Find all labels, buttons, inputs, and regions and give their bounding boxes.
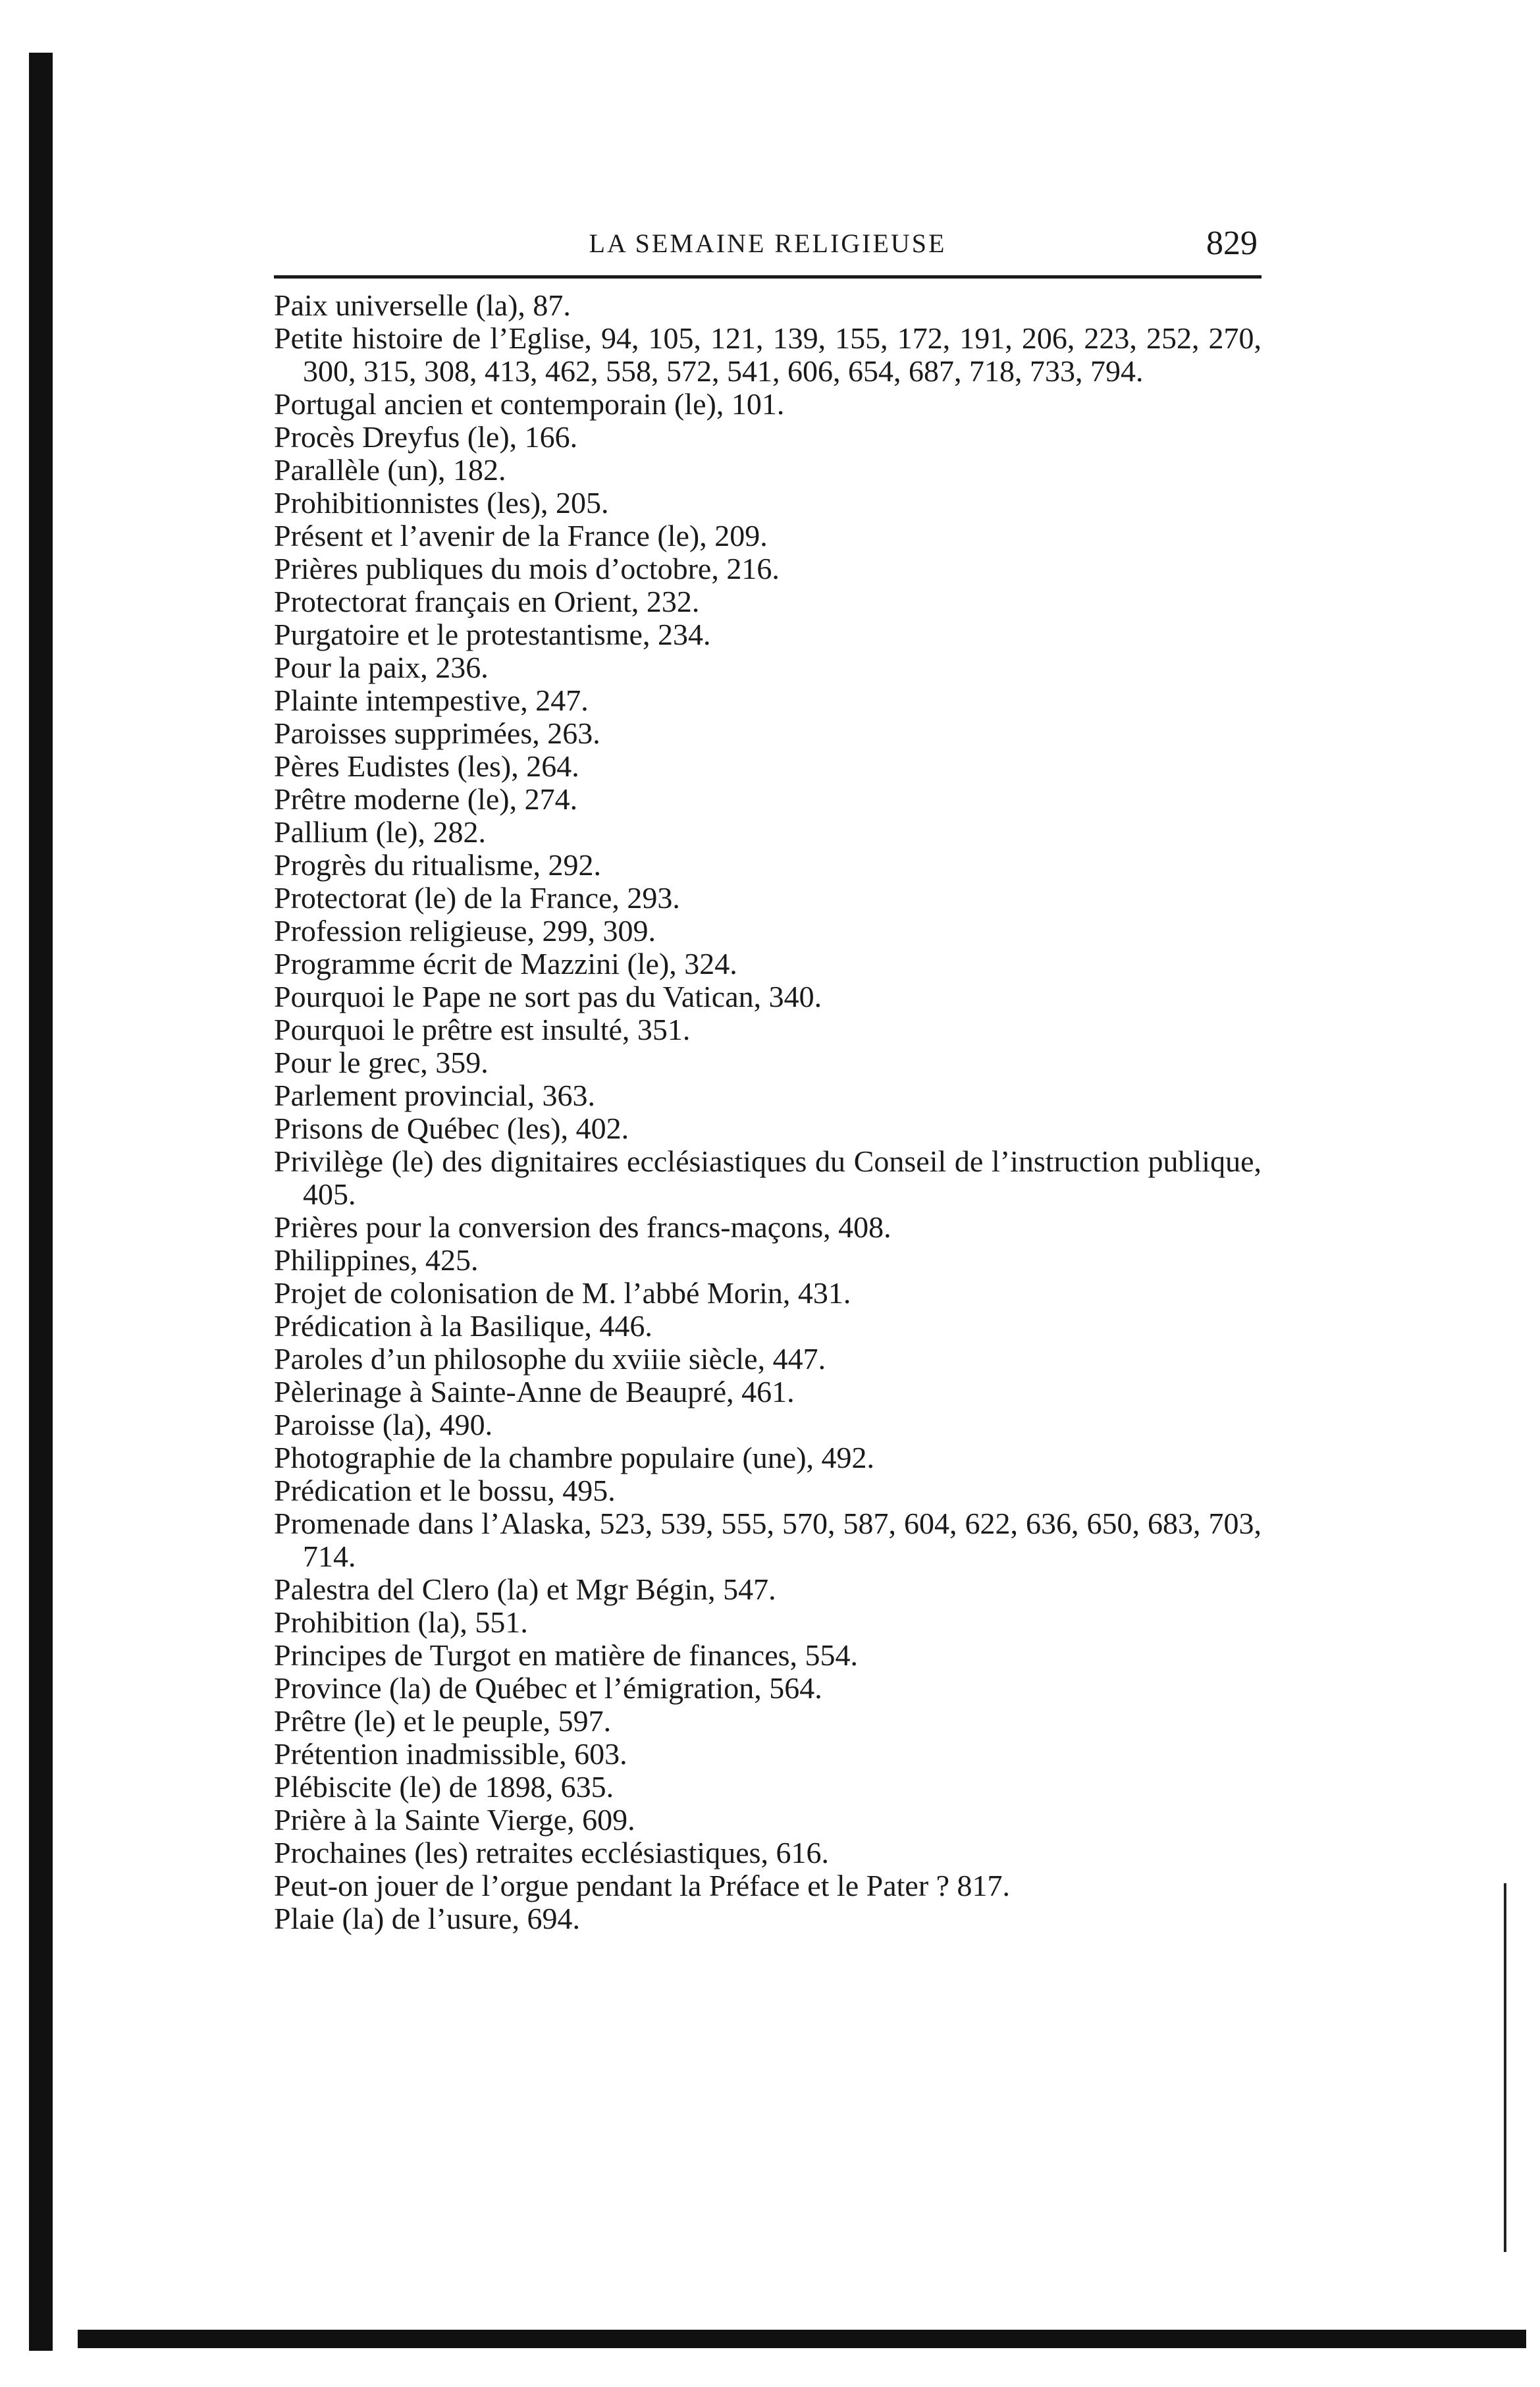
index-entry: Province (la) de Québec et l’émigration, 564. [274,1671,822,1705]
index-entry: Plébiscite (le) de 1898, 635. [274,1770,614,1804]
index-entry: Pèlerinage à Sainte-Anne de Beaupré, 461. [274,1375,795,1408]
index-entry: Protectorat (le) de la France, 293. [274,881,680,915]
index-entry: Paroisse (la), 490. [274,1408,493,1441]
index-entry: Principes de Turgot en matière de finances, 554. [274,1638,859,1672]
index-entry: Prohibitionnistes (les), 205. [274,486,609,520]
index-entry: Prêtre (le) et le peuple, 597. [274,1704,612,1738]
index-entry: Procès Dreyfus (le), 166. [274,420,578,454]
index-entry: Portugal ancien et contemporain (le), 101. [274,387,785,421]
index-entry: Prisons de Québec (les), 402. [274,1112,629,1145]
index-entry: Prohibition (la), 551. [274,1605,528,1639]
index-entry: Pallium (le), 282. [274,815,486,849]
index-entry: Profession religieuse, 299, 309. [274,914,656,948]
index-entry: Paroles d’un philosophe du xviiie siècle, 447. [274,1342,826,1376]
index-entry: Présent et l’avenir de la France (le), 209. [274,519,768,552]
index-entry: Pour le grec, 359. [274,1046,489,1079]
index-entry: Parallèle (un), 182. [274,453,506,487]
index-entry: Prière à la Sainte Vierge, 609. [274,1803,635,1837]
index-entry: Pourquoi le Pape ne sort pas du Vatican, 340. [274,980,822,1013]
index-entry: Purgatoire et le protestantisme, 234. [274,618,711,651]
index-entry: Prières publiques du mois d’octobre, 216. [274,552,780,585]
index-entry: Projet de colonisation de M. l’abbé Morin, 431. [274,1276,851,1310]
book-page [274,224,1261,1935]
scan-right-mark [1504,1883,1506,2252]
index-entry: Pères Eudistes (les), 264. [274,749,579,783]
index-entry: Prétention inadmissible, 603. [274,1737,627,1771]
index-entry: Prières pour la conversion des francs-maçons, 408. [274,1210,891,1244]
index-entry: Prédication à la Basilique, 446. [274,1309,652,1343]
index-entry: Progrès du ritualisme, 292. [274,848,601,882]
index-entry: Philippines, 425. [274,1243,479,1277]
scan-binding-edge [29,53,53,2351]
index-entry: Parlement provincial, 363. [274,1079,595,1112]
scan-bottom-edge [78,2330,1526,2348]
index-entry: Promenade dans l’Alaska, 523, 539, 555, 570, 587, 604, 622, 636, 650, 683, 703, 714. [274,1507,1261,1573]
index-entry: Prédication et le bossu, 495. [274,1474,616,1507]
running-title: LA SEMAINE RELIGIEUSE [589,228,947,258]
page-number: 829 [1206,225,1258,262]
index-entry: Petite histoire de l’Eglise, 94, 105, 121, 139, 155, 172, 191, 206, 223, 252, 270, 300, 315, 308, 413, 462, 558, 572, 541, 606, 654, 687, 718, 733, 794. [274,321,1261,388]
index-entry: Paix universelle (la), 87. [274,288,571,322]
index-entry: Prêtre moderne (le), 274. [274,782,578,816]
index-entry: Plaie (la) de l’usure, 694. [274,1902,580,1935]
index-entry: Plainte intempestive, 247. [274,684,589,717]
index-entry: Protectorat français en Orient, 232. [274,585,700,618]
index-entry: Pourquoi le prêtre est insulté, 351. [274,1013,691,1046]
index-entry: Programme écrit de Mazzini (le), 324. [274,947,737,980]
index-entry: Paroisses supprimées, 263. [274,716,600,750]
index-list [274,289,1261,1935]
index-entry: Privilège (le) des dignitaires ecclésiastiques du Conseil de l’instruction publique, 405. [274,1144,1261,1211]
index-entry: Palestra del Clero (la) et Mgr Bégin, 547. [274,1572,776,1606]
index-entry: Peut-on jouer de l’orgue pendant la Préface et le Pater ? 817. [274,1869,1011,1902]
page-header [274,224,1261,279]
index-entry: Prochaines (les) retraites ecclésiastiques, 616. [274,1836,830,1869]
index-entry: Photographie de la chambre populaire (une), 492. [274,1441,875,1474]
index-entry: Pour la paix, 236. [274,651,489,684]
